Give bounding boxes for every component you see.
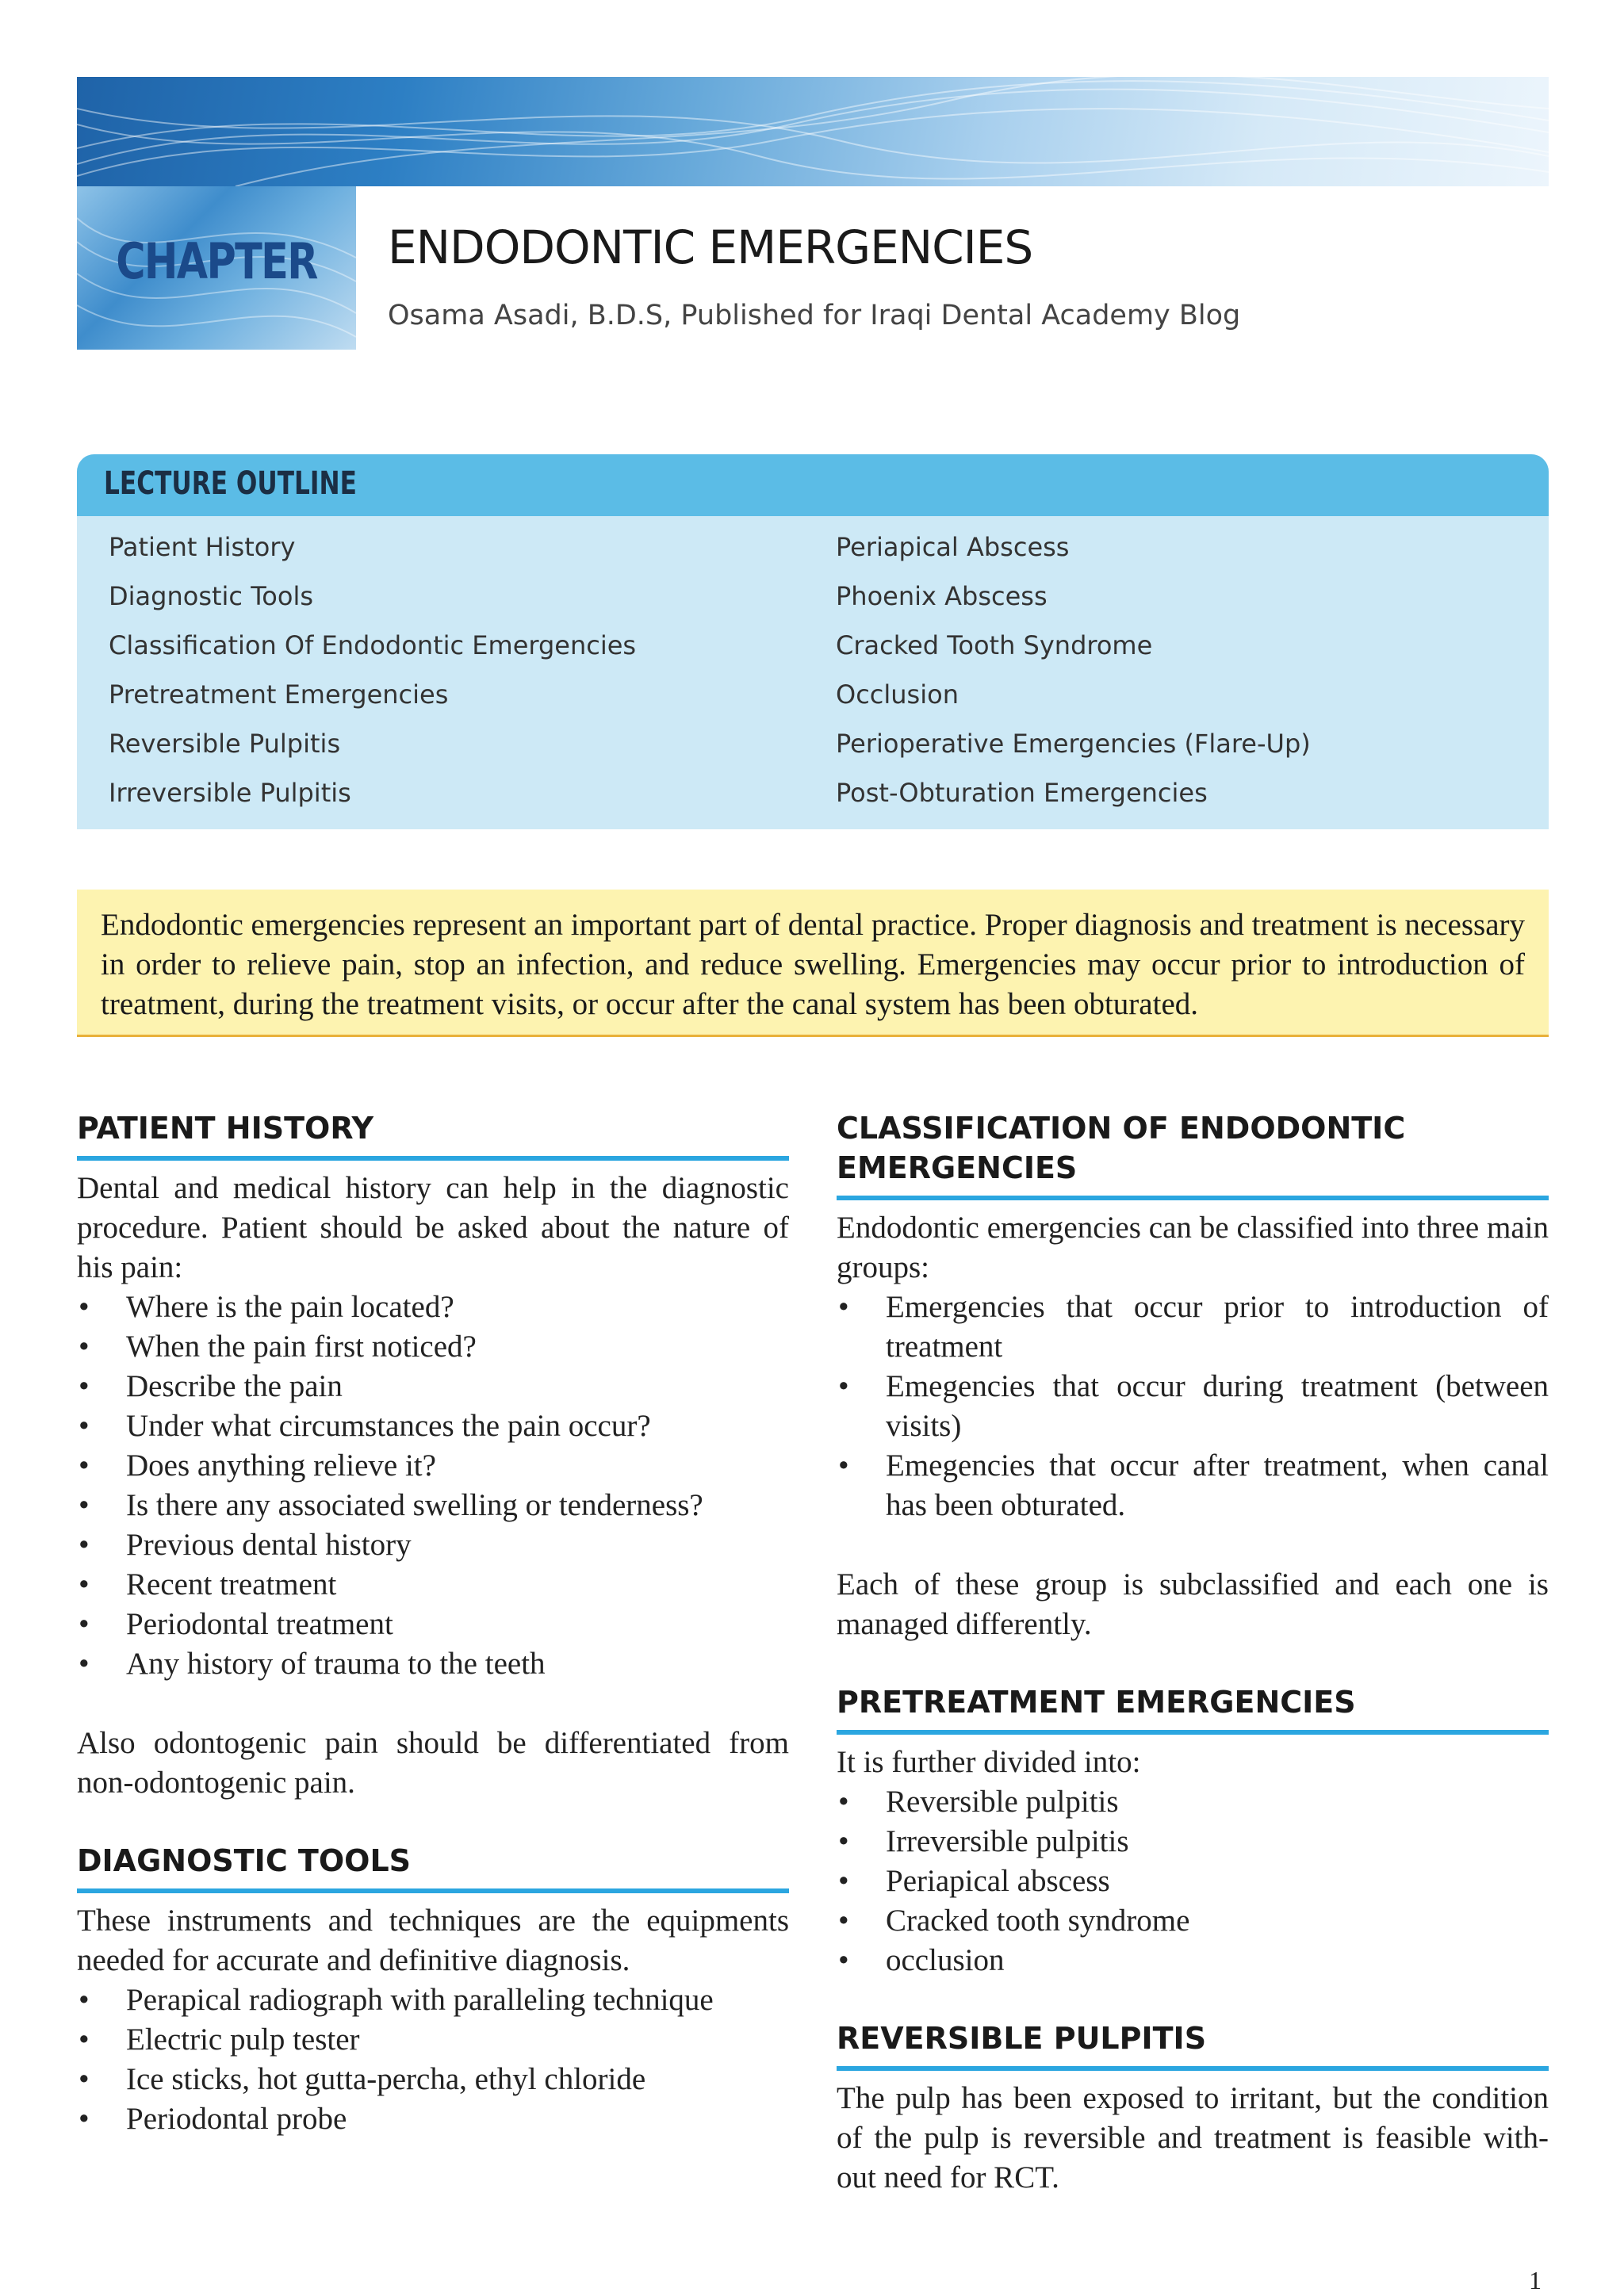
diagnostic-tools-list [77, 1980, 789, 2139]
outline-item: Post-Obturation Emergencies [836, 778, 1208, 808]
chapter-label: CHAPTER [116, 232, 317, 290]
list-item: • Ice sticks, hot gutta-percha, ethyl chloride [77, 2060, 789, 2099]
list-item: • Under what circumstances the pain occur? [77, 1406, 789, 1446]
lecture-outline-heading: LECTURE OUTLINE [104, 465, 357, 502]
outline-item: Patient History [109, 532, 296, 562]
section-heading-classification: CLASSIFICATION OF ENDODONTIC EMERGENCIES [837, 1108, 1549, 1200]
section-heading-patient-history: PATIENT HISTORY [77, 1108, 789, 1161]
section-heading-diagnostic-tools: DIAGNOSTIC TOOLS [77, 1841, 789, 1893]
author-line: Osama Asadi, B.D.S, Published for Iraqi Dental Academy Blog [388, 300, 1241, 331]
list-item: • Does anything relieve it? [77, 1446, 789, 1486]
pretreatment-intro: It is further divided into: [837, 1745, 1141, 1779]
outline-item: Pretreatment Emergencies [109, 679, 449, 710]
list-item: • Perapical radiograph with paralleling technique [77, 1980, 789, 2020]
patient-history-list [77, 1288, 789, 1684]
list-item: • Periapical abscess [837, 1862, 1549, 1901]
classification-list [837, 1288, 1549, 1525]
classification-intro: Endodontic emergencies can be classified into three main groups: [837, 1211, 1549, 1284]
patient-history-intro: Dental and medical history can help in the diagnostic procedure. Patient should be asked about the nature of his pain: [77, 1171, 789, 1284]
header-banner [77, 77, 1549, 186]
list-item: • Cracked tooth syndrome [837, 1901, 1549, 1941]
section-heading-reversible-pulpitis: REVERSIBLE PULPITIS [837, 2019, 1549, 2071]
list-item: • Where is the pain located? [77, 1288, 789, 1327]
outline-item: Diagnostic Tools [109, 581, 314, 611]
list-item: • Periodontal probe [77, 2099, 789, 2139]
list-item: • Irreversible pulpitis [837, 1822, 1549, 1862]
list-item: • Reversible pulpitis [837, 1782, 1549, 1822]
list-item: • Emegencies that occur after treatment, when canal has been obturated. [837, 1446, 1549, 1525]
list-item: • Previous dental history [77, 1525, 789, 1565]
outline-item: Phoenix Abscess [836, 581, 1048, 611]
lecture-outline-box [77, 454, 1549, 829]
banner-wave-pattern [77, 77, 1549, 186]
left-column [77, 1108, 789, 2139]
intro-callout: Endodontic emergencies represent an important part of dental practice. Proper diagnosis and treatment is necessary in order to relieve pain, stop an infection, and reduce swelling. Emergencies may occur prior to introduction of treatment, during the treatment visits, or occur after the canal system has been obturated. [77, 890, 1549, 1037]
list-item: • When the pain first noticed? [77, 1327, 789, 1367]
list-item: • occlusion [837, 1941, 1549, 1980]
outline-item: Periapical Abscess [836, 532, 1070, 562]
outline-item: Irreversible Pulpitis [109, 778, 351, 808]
classification-outro: Each of these group is subclassified and each one is managed differently. [837, 1567, 1549, 1641]
outline-column-right [836, 532, 1311, 827]
right-column [837, 1108, 1549, 2198]
list-item: • Is there any associated swelling or tenderness? [77, 1486, 789, 1525]
chapter-badge [77, 186, 356, 350]
patient-history-outro: Also odontogenic pain should be differentiated from non-odontogenic pain. [77, 1726, 789, 1800]
section-heading-pretreatment: PRETREATMENT EMERGENCIES [837, 1682, 1549, 1735]
list-item: • Emegencies that occur during treatment (between visits) [837, 1367, 1549, 1446]
outline-item: Reversible Pulpitis [109, 729, 341, 759]
page-title: ENDODONTIC EMERGENCIES [388, 220, 1033, 274]
outline-item: Cracked Tooth Syndrome [836, 630, 1153, 660]
list-item: • Electric pulp tester [77, 2020, 789, 2060]
list-item: • Recent treatment [77, 1565, 789, 1605]
reversible-pulpitis-text: The pulp has been exposed to irritant, but the condition of the pulp is reversible and treatment is feasible with-out need for RCT. [837, 2081, 1549, 2195]
outline-column-left [109, 532, 636, 827]
pretreatment-list [837, 1782, 1549, 1980]
page-number: 1 [1529, 2266, 1542, 2294]
list-item: • Describe the pain [77, 1367, 789, 1406]
list-item: • Periodontal treatment [77, 1605, 789, 1644]
outline-item: Classification Of Endodontic Emergencies [109, 630, 637, 660]
diagnostic-tools-intro: These instruments and techniques are the equipments needed for accurate and definitive diagnosis. [77, 1904, 789, 1977]
list-item: • Emergencies that occur prior to introduction of treatment [837, 1288, 1549, 1367]
outline-item: Occlusion [836, 679, 959, 710]
list-item: • Any history of trauma to the teeth [77, 1644, 789, 1684]
lecture-outline-header [77, 454, 1549, 516]
outline-item: Perioperative Emergencies (Flare-Up) [836, 729, 1311, 759]
